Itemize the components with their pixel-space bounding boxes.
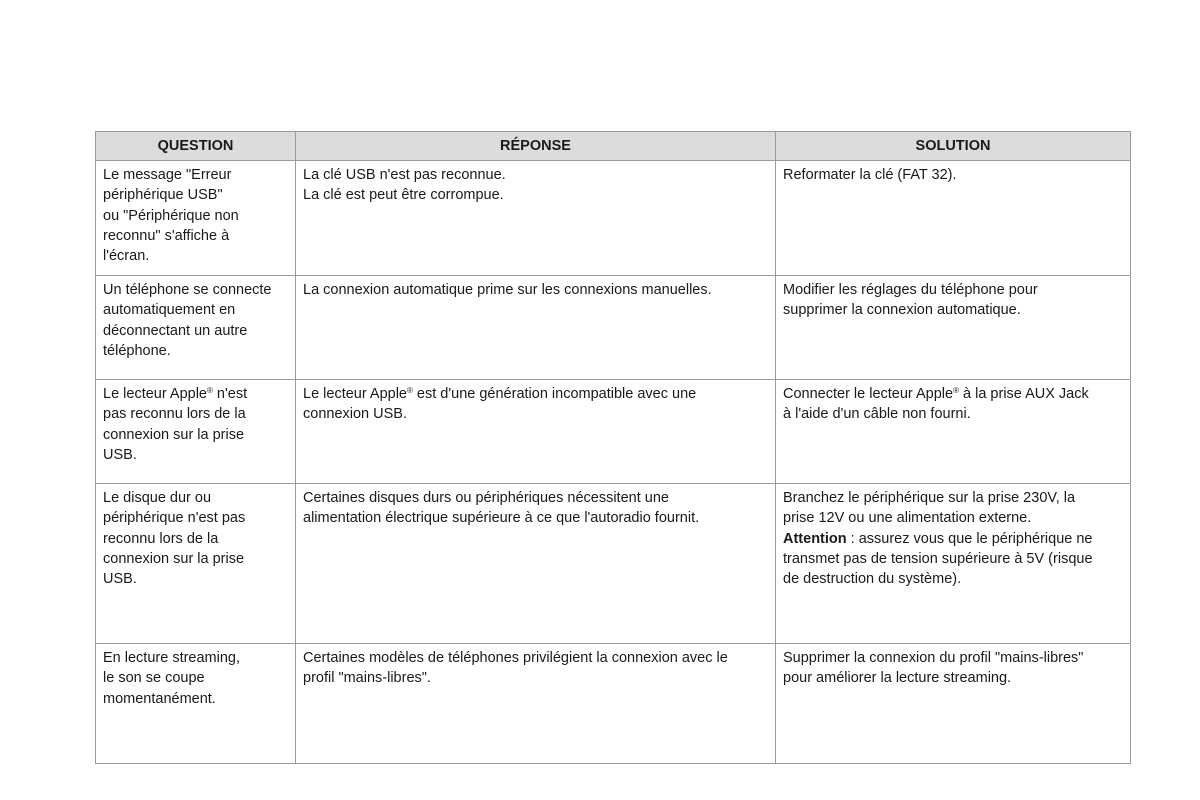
cell-line: pas reconnu lors de la (103, 406, 246, 423)
cell-line: Certaines disques durs ou périphériques nécessitent une (303, 490, 669, 506)
reponse-cell (296, 161, 776, 276)
cell-line: supprimer la connexion automatique. (783, 302, 1021, 319)
text-segment: n'est (212, 386, 248, 402)
solution-cell (776, 276, 1131, 380)
cell-line (103, 384, 288, 404)
text-segment: Connecter le lecteur Apple (783, 386, 954, 402)
cell-line: téléphone. (103, 342, 171, 359)
cell-line: l'écran. (103, 248, 150, 265)
cell-line: La clé USB n'est pas reconnue. (303, 167, 506, 183)
cell-line: périphérique USB" (103, 187, 223, 204)
cell-line: Le disque dur ou (103, 490, 212, 506)
cell-line: le son se coupe (103, 670, 205, 687)
reponse-cell (296, 276, 776, 380)
table-row (96, 484, 1131, 644)
question-cell (96, 380, 296, 484)
solution-cell (776, 484, 1131, 644)
cell-line: reconnu" s'affiche à (103, 227, 230, 244)
text-segment: : assurez vous que le périphérique ne (846, 530, 1093, 547)
cell-line: connexion sur la prise (103, 550, 245, 567)
cell-line: Reformater la clé (FAT 32). (783, 167, 957, 183)
cell-line: USB. (103, 571, 137, 588)
table-row (96, 380, 1131, 484)
cell-line (303, 384, 768, 404)
text-segment: Le lecteur Apple (103, 386, 207, 402)
cell-line: momentanément. (103, 690, 216, 707)
table-row (96, 644, 1131, 764)
cell-line: à l'aide d'un câble non fourni. (783, 406, 971, 423)
text-segment: Le lecteur Apple (303, 386, 407, 402)
cell-line: alimentation électrique supérieure à ce que l'autoradio fournit. (303, 510, 700, 527)
text-segment: à la prise AUX Jack (958, 386, 1089, 402)
attention-label: Attention (783, 530, 847, 547)
solution-cell (776, 380, 1131, 484)
header-question: QUESTION (96, 132, 296, 161)
header-reponse: RÉPONSE (296, 132, 776, 161)
cell-line: automatiquement en (103, 302, 236, 319)
cell-line: périphérique n'est pas (103, 510, 246, 527)
cell-line: Un téléphone se connecte (103, 282, 272, 298)
cell-line: USB. (103, 446, 137, 463)
cell-line: La connexion automatique prime sur les connexions manuelles. (303, 282, 712, 298)
reponse-cell (296, 380, 776, 484)
question-cell (96, 276, 296, 380)
reponse-cell (296, 644, 776, 764)
cell-line: transmet pas de tension supérieure à 5V (risque (783, 550, 1093, 567)
cell-line: profil "mains-libres". (303, 670, 431, 687)
registered-mark: ® (407, 386, 413, 395)
cell-line: reconnu lors de la (103, 530, 219, 547)
solution-cell (776, 644, 1131, 764)
registered-mark: ® (207, 386, 213, 395)
solution-cell (776, 161, 1131, 276)
cell-line: de destruction du système). (783, 571, 962, 588)
header-solution: SOLUTION (776, 132, 1131, 161)
table-header-row (96, 132, 1131, 161)
question-cell (96, 644, 296, 764)
cell-line (783, 384, 1123, 404)
faq-table (95, 131, 1131, 764)
cell-line (783, 529, 1123, 549)
cell-line: Certaines modèles de téléphones privilégient la connexion avec le (303, 650, 728, 666)
cell-line: connexion USB. (303, 406, 407, 423)
cell-line: Branchez le périphérique sur la prise 230V, la (783, 490, 1076, 506)
cell-line: ou "Périphérique non (103, 207, 239, 224)
table-row (96, 276, 1131, 380)
reponse-cell (296, 484, 776, 644)
question-cell (96, 161, 296, 276)
cell-line: Le message "Erreur (103, 167, 232, 183)
table-row (96, 161, 1131, 276)
cell-line: prise 12V ou une alimentation externe. (783, 510, 1032, 527)
text-segment: est d'une génération incompatible avec une (412, 386, 697, 402)
cell-line: La clé est peut être corrompue. (303, 187, 504, 204)
cell-line: Supprimer la connexion du profil "mains-libres" (783, 650, 1084, 666)
cell-line: Modifier les réglages du téléphone pour (783, 282, 1038, 298)
cell-line: déconnectant un autre (103, 322, 248, 339)
registered-mark: ® (953, 386, 959, 395)
cell-line: En lecture streaming, (103, 650, 241, 666)
cell-line: pour améliorer la lecture streaming. (783, 670, 1012, 687)
cell-line: connexion sur la prise (103, 426, 245, 443)
question-cell (96, 484, 296, 644)
